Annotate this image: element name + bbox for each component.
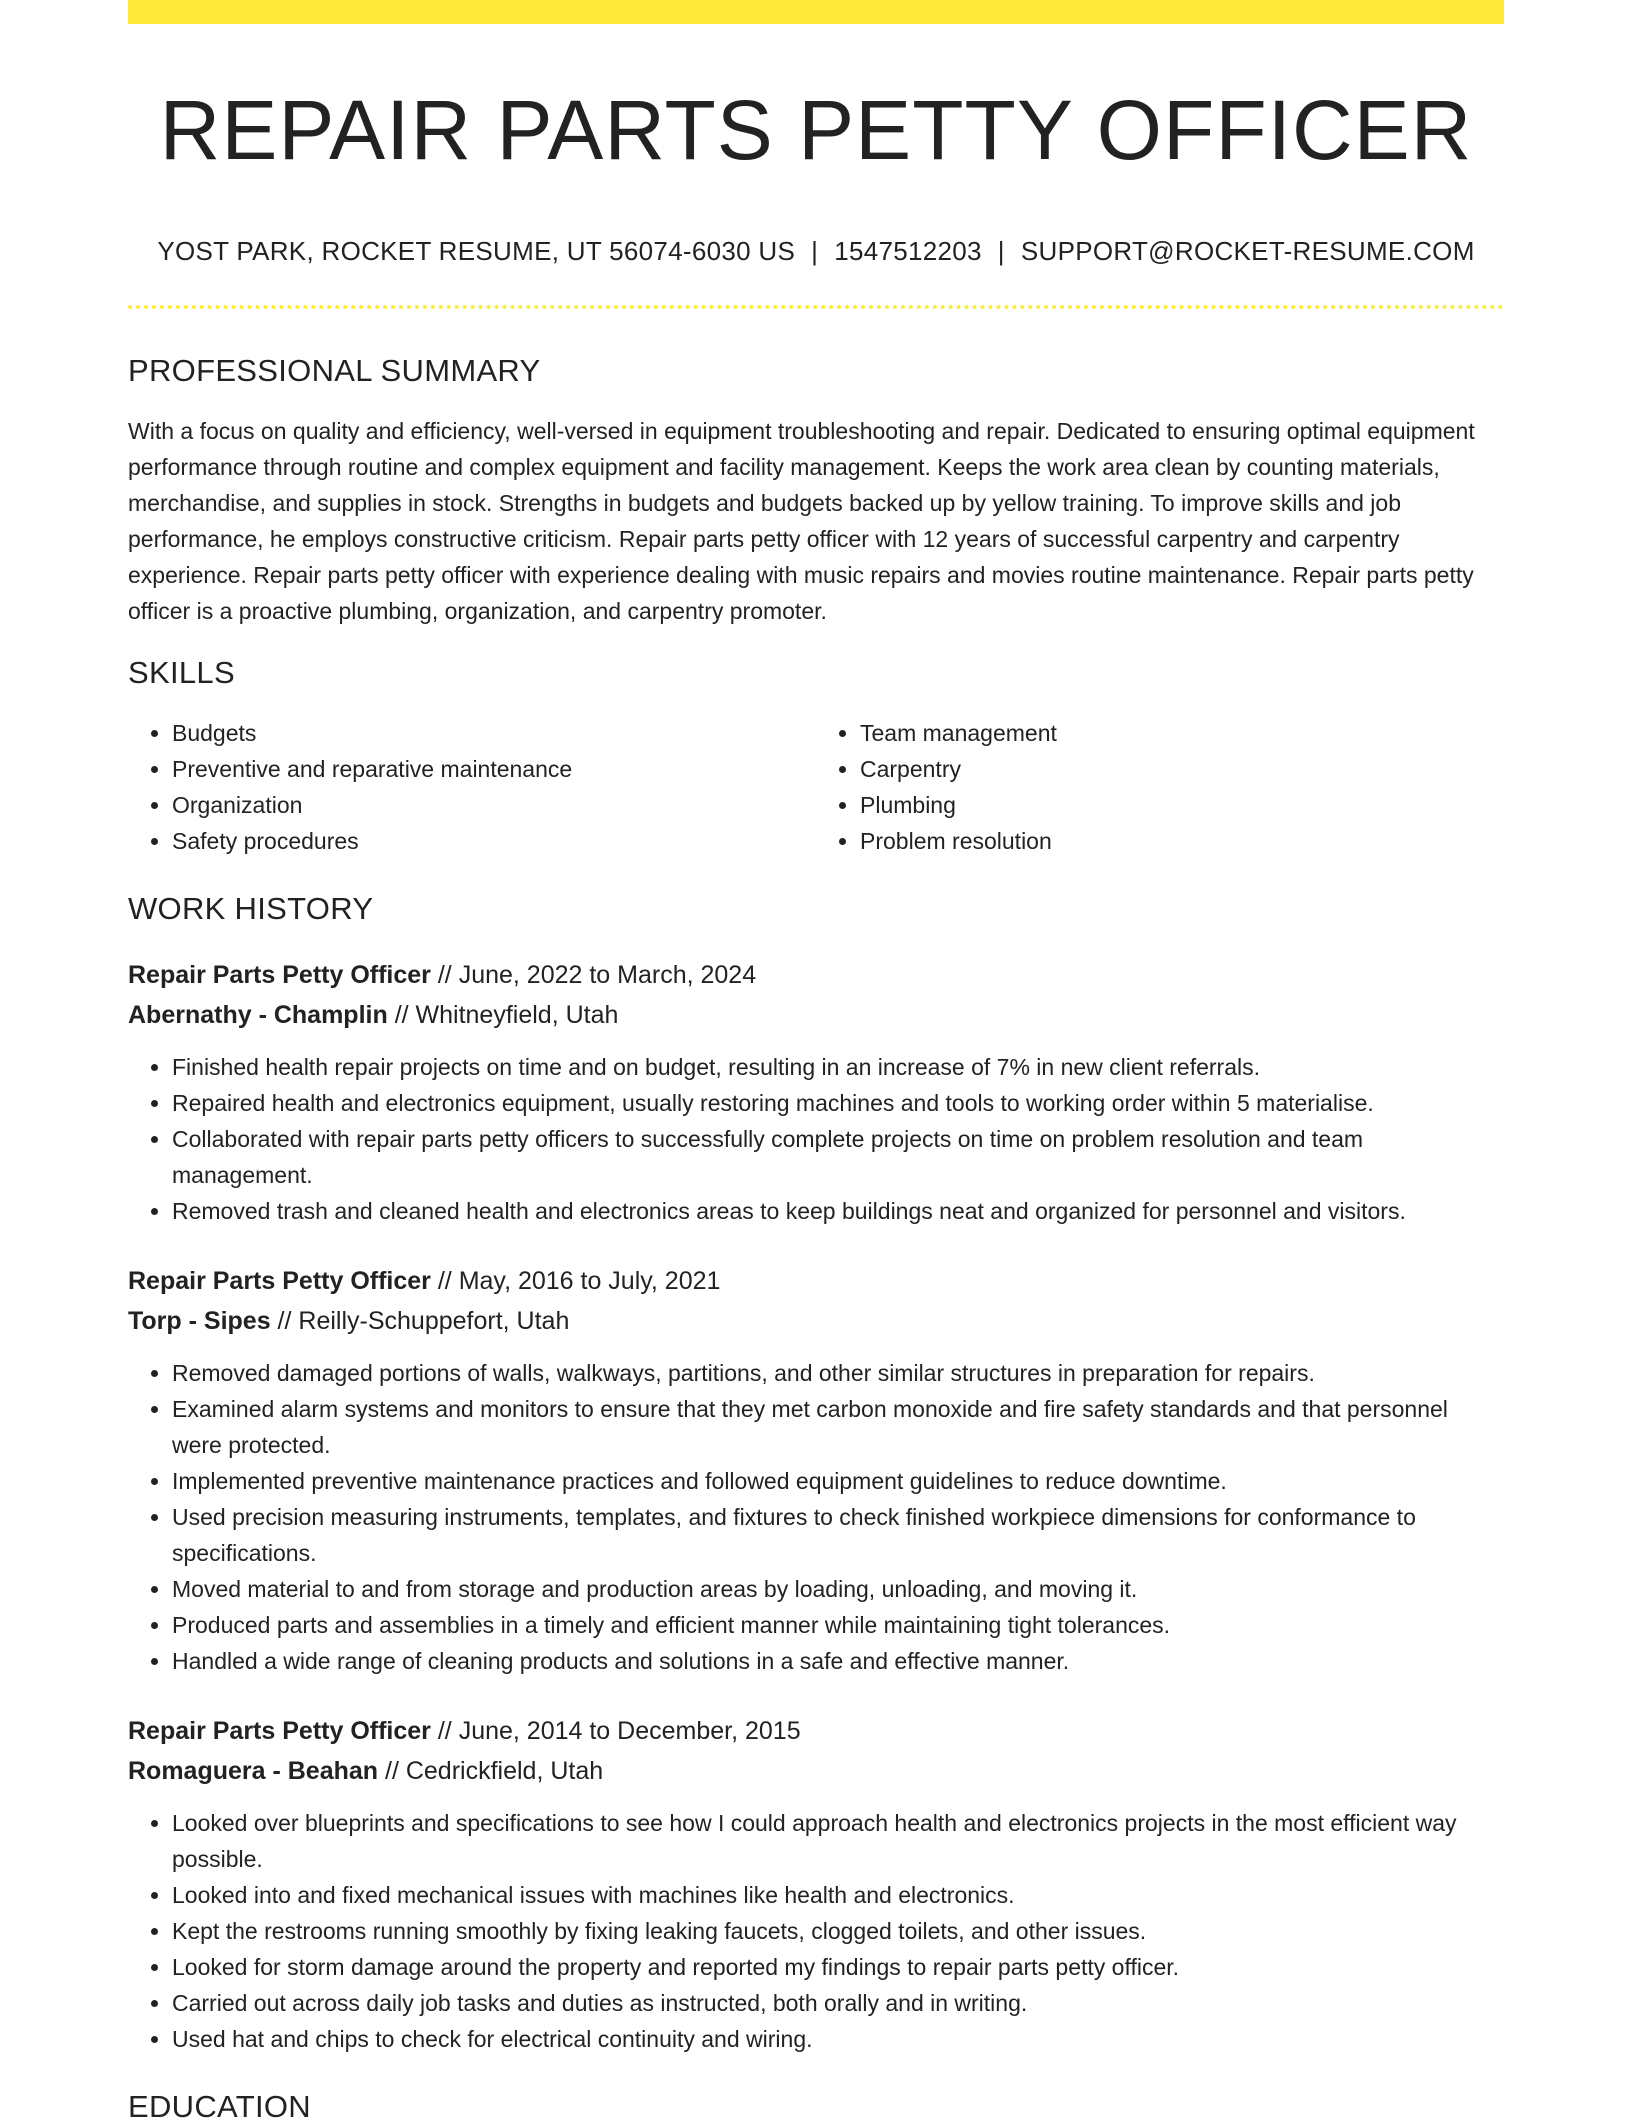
job-bullet: • Looked into and fixed mechanical issues with machines like health and electronics. bbox=[172, 1877, 1504, 1913]
job-company: Abernathy - Champlin bbox=[128, 1001, 388, 1030]
summary-text: With a focus on quality and efficiency, well-versed in equipment troubleshooting and repair. Dedicated to ensuring optimal equipment performance through routine and complex equipment and facility management. Keeps the work area clean by counting materials, merchandise, and supplies in stock. Strengths in budgets and budgets backed up by yellow training. To improve skills and job performance, he employs constructive criticism. Repair parts petty officer with 12 years of successful carpentry and carpentry experience. Repair parts petty officer with experience dealing with music repairs and movies routine maintenance. Repair parts petty officer is a proactive plumbing, organization, and carpentry promoter. bbox=[128, 418, 1475, 625]
skill-item: • Preventive and reparative maintenance bbox=[172, 751, 816, 787]
job-company: Torp - Sipes bbox=[128, 1307, 271, 1336]
skill-item: • Problem resolution bbox=[860, 823, 1504, 859]
job-bullet: • Removed damaged portions of walls, walkways, partitions, and other similar structures in preparation for repairs. bbox=[172, 1355, 1504, 1391]
job-dates: // June, 2014 to December, 2015 bbox=[430, 1717, 801, 1746]
skill-item: • Safety procedures bbox=[172, 823, 816, 859]
contact-email: SUPPORT@ROCKET-RESUME.COM bbox=[1020, 236, 1475, 267]
job-dates: // May, 2016 to July, 2021 bbox=[430, 1267, 721, 1296]
job-location: // Cedrickfield, Utah bbox=[378, 1757, 604, 1786]
job-role: Repair Parts Petty Officer bbox=[128, 1717, 431, 1746]
job-bullet: • Produced parts and assemblies in a timely and efficient manner while maintaining tight tolerances. bbox=[172, 1607, 1504, 1643]
job-company: Romaguera - Beahan bbox=[128, 1757, 379, 1786]
job-bullets bbox=[128, 1049, 1504, 1229]
job-bullet: • Implemented preventive maintenance practices and followed equipment guidelines to reduce downtime. bbox=[172, 1463, 1504, 1499]
summary-heading: PROFESSIONAL SUMMARY bbox=[128, 353, 541, 389]
job-bullets bbox=[128, 1355, 1504, 1679]
skills-column-right bbox=[816, 715, 1504, 859]
job-bullet: • Repaired health and electronics equipment, usually restoring machines and tools to working order within 5 materialise. bbox=[172, 1085, 1504, 1121]
job-role: Repair Parts Petty Officer bbox=[128, 961, 431, 990]
job-role: Repair Parts Petty Officer bbox=[128, 1267, 431, 1296]
job-bullet: • Used precision measuring instruments, templates, and fixtures to check finished workpiece dimensions for conformance to specifications. bbox=[172, 1499, 1504, 1571]
skill-item: • Budgets bbox=[172, 715, 816, 751]
job-bullet: • Finished health repair projects on time and on budget, resulting in an increase of 7% in new client referrals. bbox=[172, 1049, 1504, 1085]
skill-item: • Carpentry bbox=[860, 751, 1504, 787]
job-bullet: • Removed trash and cleaned health and electronics areas to keep buildings neat and organized for personnel and visitors. bbox=[172, 1193, 1504, 1229]
skill-item: • Plumbing bbox=[860, 787, 1504, 823]
contact-phone: 1547512203 bbox=[834, 236, 982, 267]
job-dates: // June, 2022 to March, 2024 bbox=[430, 961, 757, 990]
top-accent-bar bbox=[128, 0, 1504, 24]
job-location: // Whitneyfield, Utah bbox=[387, 1001, 619, 1030]
contact-separator: | bbox=[997, 236, 1005, 267]
job-company-line bbox=[128, 1301, 1504, 1341]
skill-item: • Team management bbox=[860, 715, 1504, 751]
job-bullet: • Looked for storm damage around the property and reported my findings to repair parts petty officer. bbox=[172, 1949, 1504, 1985]
job-bullet: • Carried out across daily job tasks and duties as instructed, both orally and in writing. bbox=[172, 1985, 1504, 2021]
resume-page bbox=[128, 0, 1504, 2125]
skills-column-left bbox=[128, 715, 816, 859]
contact-line bbox=[128, 236, 1504, 267]
job-entry bbox=[128, 1261, 1504, 1679]
job-bullet: • Examined alarm systems and monitors to ensure that they met carbon monoxide and fire safety standards and that personnel were protected. bbox=[172, 1391, 1504, 1463]
job-bullet: • Looked over blueprints and specifications to see how I could approach health and electronics projects in the most efficient way possible. bbox=[172, 1805, 1504, 1877]
job-bullet: • Kept the restrooms running smoothly by fixing leaking faucets, clogged toilets, and other issues. bbox=[172, 1913, 1504, 1949]
contact-address: YOST PARK, ROCKET RESUME, UT 56074-6030 US bbox=[157, 236, 796, 267]
skills-list bbox=[128, 715, 1504, 859]
job-entry bbox=[128, 1711, 1504, 2057]
job-company-line bbox=[128, 995, 1504, 1035]
job-bullet: • Collaborated with repair parts petty officers to successfully complete projects on time on problem resolution and team management. bbox=[172, 1121, 1504, 1193]
job-bullet: • Handled a wide range of cleaning products and solutions in a safe and effective manner. bbox=[172, 1643, 1504, 1679]
job-location: // Reilly-Schuppefort, Utah bbox=[270, 1307, 570, 1336]
job-title-line bbox=[128, 1261, 1504, 1301]
resume-name: REPAIR PARTS PETTY OFFICER bbox=[159, 83, 1473, 177]
job-bullet: • Used hat and chips to check for electrical continuity and wiring. bbox=[172, 2021, 1504, 2057]
job-entry bbox=[128, 955, 1504, 1229]
skill-item: • Organization bbox=[172, 787, 816, 823]
dotted-divider bbox=[128, 305, 1504, 309]
job-company-line bbox=[128, 1751, 1504, 1791]
job-bullets bbox=[128, 1805, 1504, 2057]
contact-separator: | bbox=[811, 236, 819, 267]
job-bullet: • Moved material to and from storage and production areas by loading, unloading, and moving it. bbox=[172, 1571, 1504, 1607]
skills-heading: SKILLS bbox=[128, 655, 235, 691]
education-heading: EDUCATION bbox=[128, 2089, 311, 2125]
job-title-line bbox=[128, 955, 1504, 995]
job-title-line bbox=[128, 1711, 1504, 1751]
work-history-heading: WORK HISTORY bbox=[128, 891, 374, 927]
